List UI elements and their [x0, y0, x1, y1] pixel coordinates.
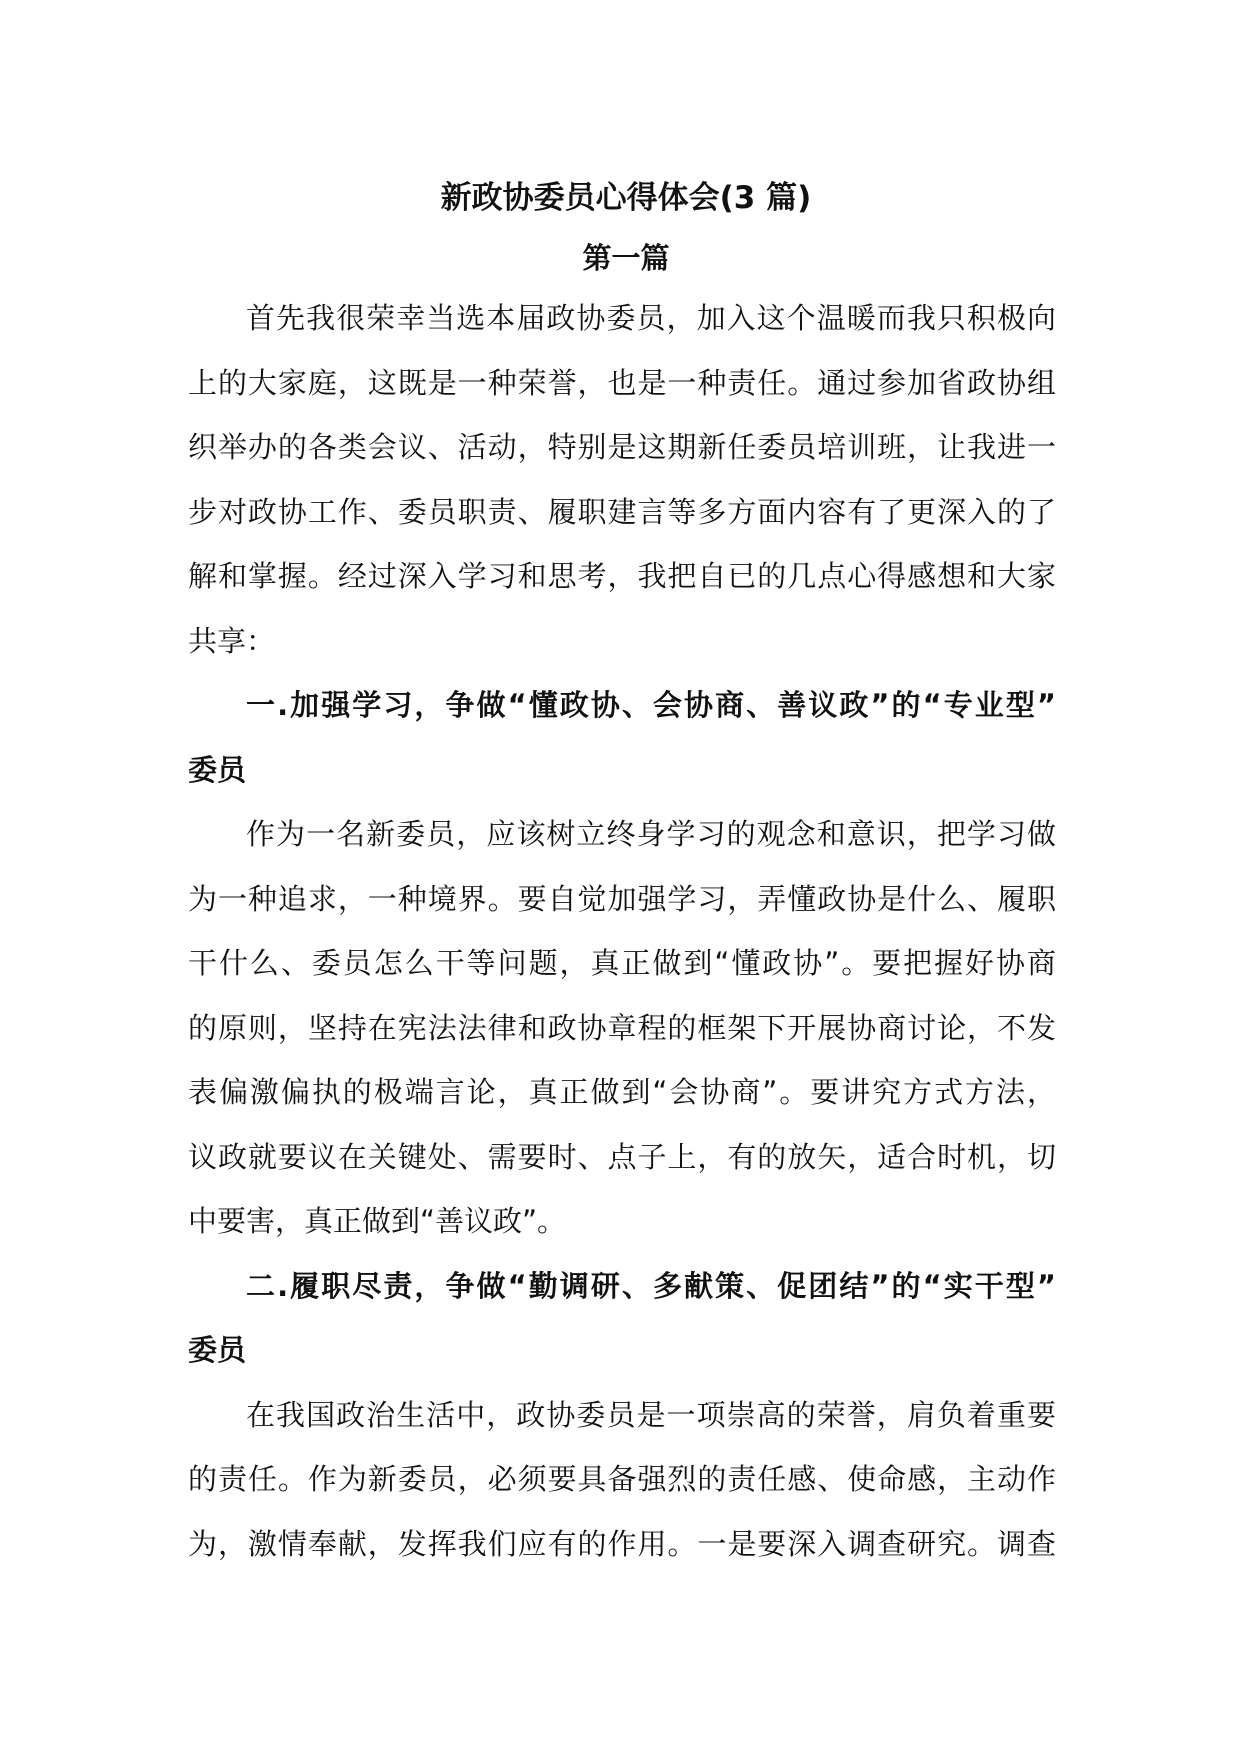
- paragraph-line: 上的大家庭，这既是一种荣誉，也是一种责任。通过参加省政协组: [188, 365, 1056, 400]
- document-title: 新政协委员心得体会(3 篇): [440, 180, 812, 216]
- paragraph-line: 干什么、委员怎么干等问题，真正做到“懂政协”。要把握好协商: [188, 946, 1056, 980]
- heading-one: [188, 673, 1056, 802]
- paragraph-line: 表偏激偏执的极端言论，真正做到“会协商”。要讲究方式方法，: [188, 1075, 1056, 1109]
- paragraph-intro: [188, 286, 1056, 673]
- paragraph-study: [188, 802, 1056, 1254]
- paragraph-duty: [188, 1383, 1056, 1577]
- paragraph-line: 议政就要议在关键处、需要时、点子上，有的放矢，适合时机，切: [188, 1139, 1056, 1174]
- section-title: 第一篇: [582, 241, 670, 275]
- heading-line: 一.加强学习，争做“懂政协、会协商、善议政”的“专业型”: [246, 688, 1056, 722]
- paragraph-line: 共享：: [188, 623, 276, 658]
- paragraph-line: 为，激情奉献，发挥我们应有的作用。一是要深入调查研究。调查: [188, 1526, 1056, 1561]
- document-page: [188, 170, 1056, 1576]
- paragraph-line: 为一种追求，一种境界。要自觉加强学习，弄懂政协是什么、履职: [188, 881, 1056, 916]
- paragraph-line: 的原则，坚持在宪法法律和政协章程的框架下开展协商讨论，不发: [188, 1010, 1056, 1045]
- paragraph-line: 在我国政治生活中，政协委员是一项崇高的荣誉，肩负着重要: [246, 1397, 1056, 1432]
- paragraph-line: 步对政协工作、委员职责、履职建言等多方面内容有了更深入的了: [188, 494, 1056, 529]
- heading-two: [188, 1254, 1056, 1383]
- paragraph-line: 的责任。作为新委员，必须要具备强烈的责任感、使命感，主动作: [188, 1462, 1056, 1496]
- heading-line: 委员: [188, 752, 247, 787]
- heading-line: 二.履职尽责，争做“勤调研、多献策、促团结”的“实干型”: [246, 1268, 1056, 1303]
- paragraph-line: 解和掌握。经过深入学习和思考，我把自已的几点心得感想和大家: [188, 559, 1056, 593]
- paragraph-line: 首先我很荣幸当选本届政协委员，加入这个温暖而我只积极向: [246, 301, 1056, 335]
- paragraph-line: 中要害，真正做到“善议政”。: [188, 1204, 567, 1238]
- paragraph-line: 织举办的各类会议、活动，特别是这期新任委员培训班，让我进一: [188, 430, 1056, 464]
- heading-line: 委员: [188, 1333, 247, 1367]
- paragraph-line: 作为一名新委员，应该树立终身学习的观念和意识，把学习做: [246, 817, 1056, 851]
